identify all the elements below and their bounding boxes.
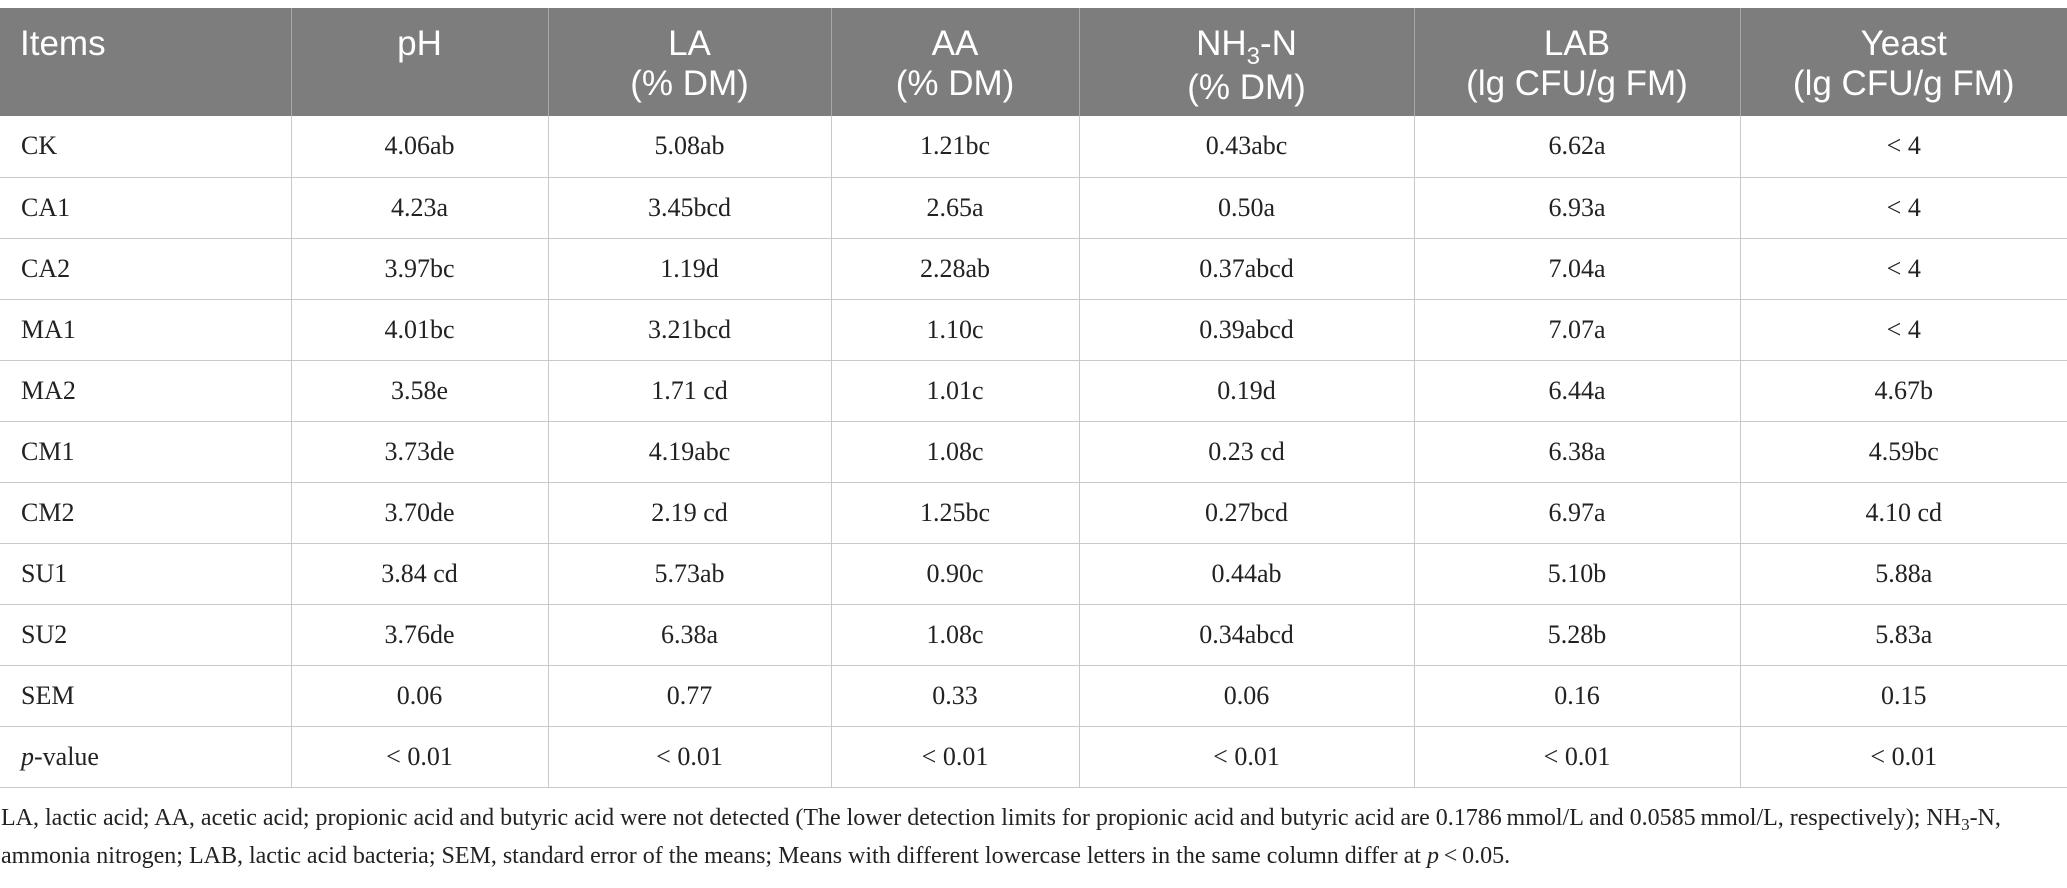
cell-lab: 5.10b	[1414, 543, 1740, 604]
header-lab: LAB (lg CFU/g FM)	[1414, 8, 1740, 116]
cell-nh3n: 0.39abcd	[1079, 299, 1414, 360]
cell-yeast: 5.83a	[1740, 604, 2067, 665]
cell-ph: < 0.01	[291, 726, 548, 787]
cell-yeast: 4.10 cd	[1740, 482, 2067, 543]
results-table-container	[0, 8, 2067, 788]
row-label: MA2	[0, 360, 291, 421]
table-footnote	[1, 800, 2041, 875]
cell-la: 1.19d	[548, 238, 831, 299]
cell-ph: 3.84 cd	[291, 543, 548, 604]
cell-la: 0.77	[548, 665, 831, 726]
cell-la: 2.19 cd	[548, 482, 831, 543]
header-la: LA (% DM)	[548, 8, 831, 116]
footnote-subscript: 3	[1961, 815, 1970, 834]
table-row	[0, 543, 2067, 604]
p-italic: p	[21, 741, 34, 771]
cell-nh3n: < 0.01	[1079, 726, 1414, 787]
table-row	[0, 482, 2067, 543]
header-ph: pH	[291, 8, 548, 116]
cell-lab: 6.44a	[1414, 360, 1740, 421]
cell-aa: 2.28ab	[831, 238, 1079, 299]
cell-aa: 1.10c	[831, 299, 1079, 360]
cell-ph: 4.01bc	[291, 299, 548, 360]
cell-aa: 1.25bc	[831, 482, 1079, 543]
cell-ph: 3.70de	[291, 482, 548, 543]
row-label: MA1	[0, 299, 291, 360]
cell-yeast: 4.67b	[1740, 360, 2067, 421]
cell-ph: 3.58e	[291, 360, 548, 421]
cell-lab: 7.07a	[1414, 299, 1740, 360]
header-items: Items	[0, 8, 291, 116]
header-row	[0, 8, 2067, 116]
cell-nh3n: 0.44ab	[1079, 543, 1414, 604]
table-row	[0, 421, 2067, 482]
cell-nh3n: 0.19d	[1079, 360, 1414, 421]
cell-la: 1.71 cd	[548, 360, 831, 421]
row-label: CA1	[0, 177, 291, 238]
cell-la: 3.45bcd	[548, 177, 831, 238]
cell-yeast: < 0.01	[1740, 726, 2067, 787]
cell-aa: 1.21bc	[831, 116, 1079, 177]
table-body	[0, 116, 2067, 787]
table-row	[0, 360, 2067, 421]
table-header	[0, 8, 2067, 116]
table-row	[0, 177, 2067, 238]
cell-nh3n: 0.50a	[1079, 177, 1414, 238]
table-row	[0, 604, 2067, 665]
cell-la: 5.08ab	[548, 116, 831, 177]
row-label: CM2	[0, 482, 291, 543]
cell-lab: 6.93a	[1414, 177, 1740, 238]
cell-aa: 0.90c	[831, 543, 1079, 604]
cell-yeast: < 4	[1740, 299, 2067, 360]
cell-nh3n: 0.34abcd	[1079, 604, 1414, 665]
header-nh3n: $NH_3-N$ (% DM)	[1079, 8, 1414, 116]
cell-la: < 0.01	[548, 726, 831, 787]
cell-ph: 3.73de	[291, 421, 548, 482]
row-label: SU1	[0, 543, 291, 604]
cell-yeast: < 4	[1740, 238, 2067, 299]
cell-lab: 7.04a	[1414, 238, 1740, 299]
cell-la: 4.19abc	[548, 421, 831, 482]
header-aa: AA (% DM)	[831, 8, 1079, 116]
cell-nh3n: 0.23 cd	[1079, 421, 1414, 482]
row-label: CK	[0, 116, 291, 177]
p-label-rest: -value	[34, 741, 99, 771]
footnote-part3: < 0.05.	[1438, 843, 1511, 869]
cell-nh3n: 0.43abc	[1079, 116, 1414, 177]
cell-yeast: 5.88a	[1740, 543, 2067, 604]
cell-ph: 3.97bc	[291, 238, 548, 299]
header-yeast: Yeast (lg CFU/g FM)	[1740, 8, 2067, 116]
cell-yeast: < 4	[1740, 116, 2067, 177]
cell-ph: 0.06	[291, 665, 548, 726]
cell-lab: 6.62a	[1414, 116, 1740, 177]
cell-lab: 5.28b	[1414, 604, 1740, 665]
table-row-pvalue	[0, 726, 2067, 787]
cell-ph: 3.76de	[291, 604, 548, 665]
table-row	[0, 299, 2067, 360]
row-label: SEM	[0, 665, 291, 726]
cell-la: 5.73ab	[548, 543, 831, 604]
table-row	[0, 116, 2067, 177]
cell-la: 6.38a	[548, 604, 831, 665]
cell-yeast: 4.59bc	[1740, 421, 2067, 482]
row-label: CA2	[0, 238, 291, 299]
table-row-sem	[0, 665, 2067, 726]
cell-aa: 0.33	[831, 665, 1079, 726]
cell-ph: 4.06ab	[291, 116, 548, 177]
fermentation-results-table	[0, 8, 2067, 788]
cell-nh3n: 0.37abcd	[1079, 238, 1414, 299]
cell-aa: 2.65a	[831, 177, 1079, 238]
row-label: SU2	[0, 604, 291, 665]
footnote-part1: LA, lactic acid; AA, acetic acid; propionic acid and butyric acid were not detected (The lower detection limits for propionic acid and butyric acid are 0.1786 mmol/L and 0.0585 mmol/L, respectively); NH	[1, 805, 1962, 831]
cell-aa: 1.01c	[831, 360, 1079, 421]
table-row	[0, 238, 2067, 299]
footnote-part2: -N, ammonia nitrogen; LAB, lactic acid bacteria; SEM, standard error of the means; Means with different lowercase letters in the same column differ at	[1, 805, 2001, 869]
cell-la: 3.21bcd	[548, 299, 831, 360]
cell-lab: 6.38a	[1414, 421, 1740, 482]
cell-aa: 1.08c	[831, 421, 1079, 482]
cell-lab: 6.97a	[1414, 482, 1740, 543]
cell-lab: < 0.01	[1414, 726, 1740, 787]
footnote-p-italic: p	[1426, 843, 1439, 869]
cell-ph: 4.23a	[291, 177, 548, 238]
row-label	[0, 726, 291, 787]
cell-aa: < 0.01	[831, 726, 1079, 787]
cell-lab: 0.16	[1414, 665, 1740, 726]
cell-yeast: < 4	[1740, 177, 2067, 238]
cell-nh3n: 0.27bcd	[1079, 482, 1414, 543]
row-label: CM1	[0, 421, 291, 482]
cell-yeast: 0.15	[1740, 665, 2067, 726]
cell-nh3n: 0.06	[1079, 665, 1414, 726]
cell-aa: 1.08c	[831, 604, 1079, 665]
